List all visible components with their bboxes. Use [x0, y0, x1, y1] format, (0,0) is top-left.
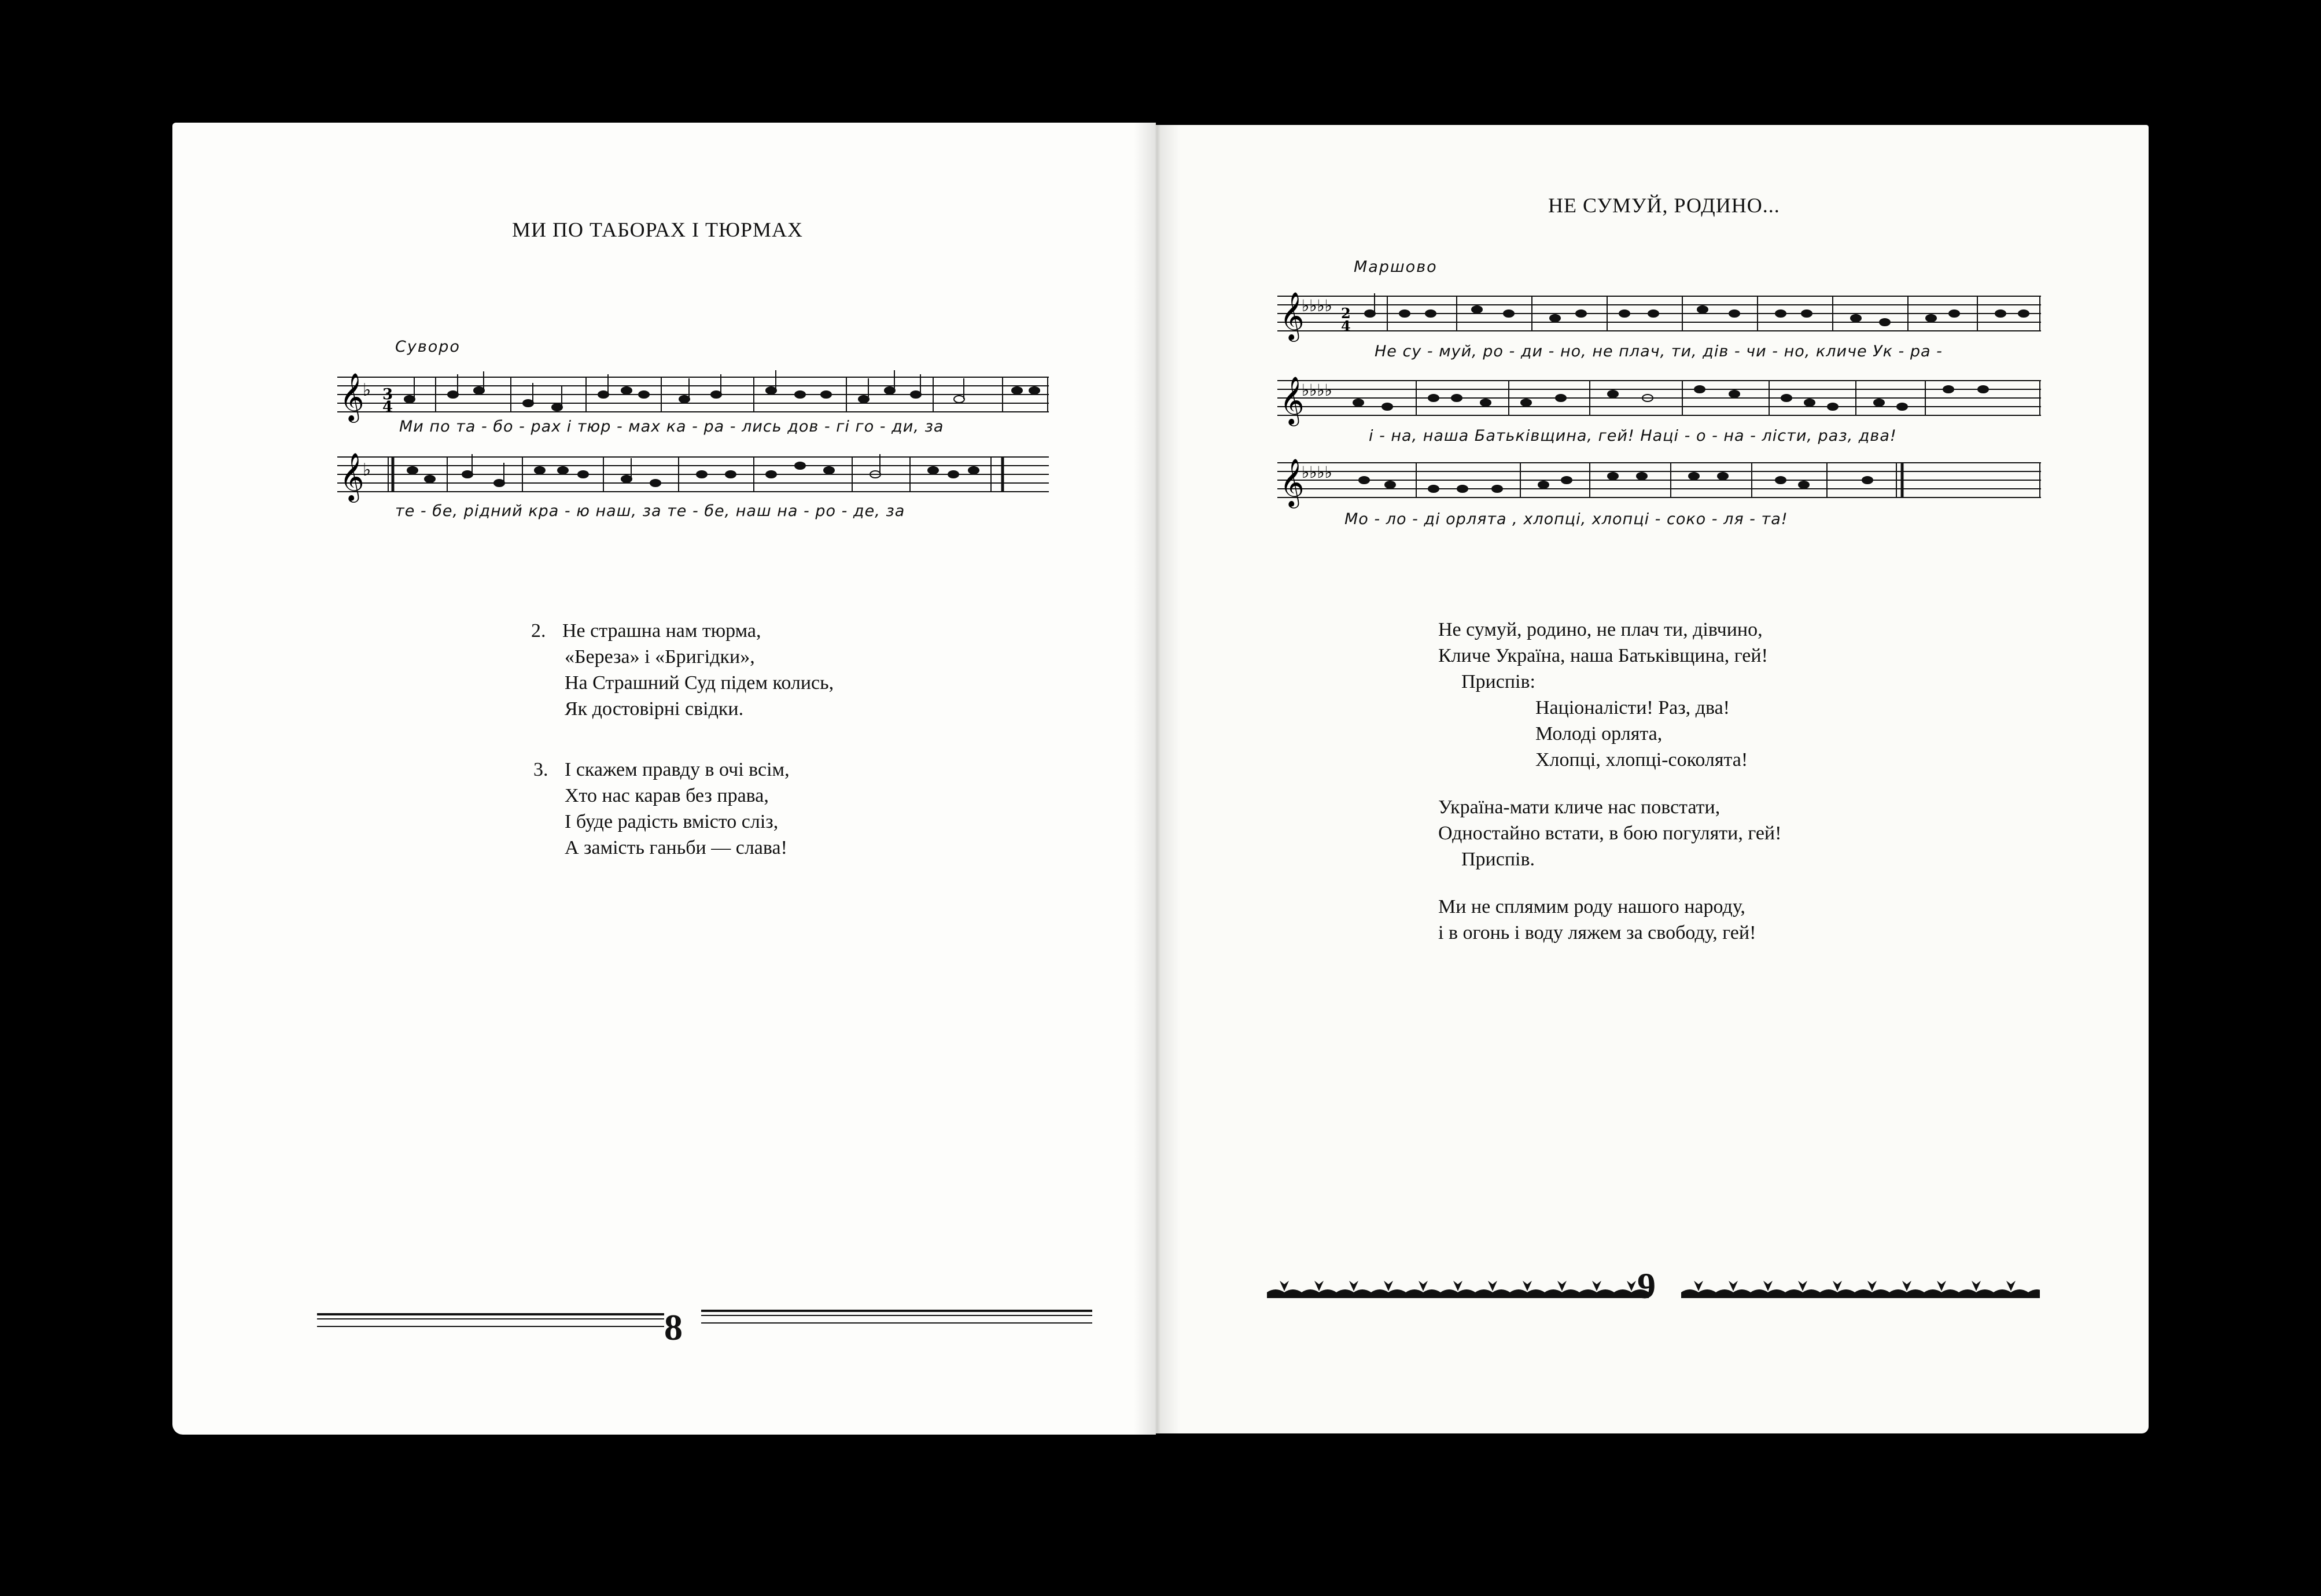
footer-rule-right: [701, 1310, 1092, 1324]
right-lyrics-line-2: і - на, наша Батьківщина, гей! Наці - о - на - лісти, раз, два!: [1369, 427, 1897, 445]
verse-line: Не сумуй, родино, не плач ти, дівчино,: [1438, 619, 1763, 640]
left-lyrics-line-1: Ми по та - бо - рах і тюр - мах ка - ра - лись дов - гі го - ди, за: [399, 418, 944, 436]
svg-text:4: 4: [382, 399, 393, 416]
verse-line: Ми не сплямим роду нашого народу,: [1438, 896, 1745, 917]
verse-line: Хто нас карав без права,: [565, 785, 769, 806]
verse-line: І буде радість вмісто сліз,: [565, 811, 779, 832]
verse-line: Кличе Україна, наша Батьківщина, гей!: [1438, 645, 1768, 666]
left-staff-1: [337, 366, 1049, 423]
left-verse-2: [531, 618, 1052, 734]
right-verses: [1438, 617, 2017, 964]
left-tempo-marking: Суворо: [395, 338, 460, 356]
svg-text:4: 4: [1341, 318, 1351, 334]
svg-text:𝄞: 𝄞: [1280, 291, 1305, 340]
verse-number: 3.: [533, 759, 548, 780]
right-staff-1: [1277, 285, 2041, 342]
chorus-line: Хлопці, хлопці-соколята!: [1535, 749, 1748, 771]
right-lyrics-line-3: Мо - ло - ді орлята , хлопці, хлопці - соко - ля - та!: [1344, 510, 1788, 528]
left-staff-2: [337, 445, 1049, 503]
svg-text:♭♭♭♭: ♭♭♭♭: [1302, 463, 1332, 482]
verse-line: і в огонь і воду ляжем за свободу, гей!: [1438, 922, 1756, 943]
svg-text:𝄞: 𝄞: [1280, 375, 1305, 424]
verse-line: І скажем правду в очі всім,: [565, 759, 790, 780]
page-number-8: 8: [664, 1307, 683, 1348]
left-verse-3: [533, 757, 1054, 872]
tulip-border-left: [1267, 1274, 1649, 1303]
right-staff-2: [1277, 369, 2041, 427]
book-gutter: [1134, 123, 1180, 1435]
right-song-title: НЕ СУМУЙ, РОДИНО...: [1548, 194, 1780, 217]
svg-text:♭♭♭♭: ♭♭♭♭: [1302, 381, 1332, 400]
verse-line: На Страшний Суд підем колись,: [565, 672, 834, 694]
right-staff-3: [1277, 451, 2041, 509]
verse-line: Як достовірні свідки.: [565, 698, 744, 720]
svg-text:♭: ♭: [363, 380, 371, 400]
verse-line: А замість ганьби — слава!: [565, 837, 787, 858]
chorus-label: Приспів:: [1461, 671, 1535, 692]
chorus-line: Націоналісти! Раз, два!: [1535, 697, 1730, 718]
svg-text:3: 3: [382, 386, 393, 403]
verse-line: Одностайно встати, в бою погуляти, гей!: [1438, 823, 1782, 844]
page-number-9: 9: [1637, 1265, 1656, 1306]
verse-line: Не страшна нам тюрма,: [562, 620, 761, 642]
chorus-reference: Приспів.: [1461, 849, 1535, 870]
left-song-title: МИ ПО ТАБОРАХ І ТЮРМАХ: [512, 218, 804, 241]
footer-rule-left: [317, 1313, 664, 1327]
svg-text:♭♭♭♭: ♭♭♭♭: [1302, 296, 1332, 315]
chorus-line: Молоді орлята,: [1535, 723, 1663, 744]
svg-text:𝄞: 𝄞: [340, 372, 364, 421]
right-tempo-marking: Маршово: [1354, 258, 1438, 276]
left-lyrics-line-2: те - бе, рідний кра - ю наш, за те - бе, наш на - ро - де, за: [395, 502, 905, 520]
tulip-border-right: [1681, 1274, 2040, 1303]
verse-line: Україна-мати кличе нас повстати,: [1438, 797, 1721, 818]
svg-text:𝄞: 𝄞: [340, 452, 364, 500]
svg-text:2: 2: [1341, 305, 1351, 322]
verse-line: «Береза» і «Бригідки»,: [565, 646, 755, 668]
svg-text:♭: ♭: [363, 460, 371, 480]
right-lyrics-line-1: Не су - муй, ро - ди - но, не плач, ти, дів - чи - но, кличе Ук - ра -: [1375, 342, 1943, 360]
verse-number: 2.: [531, 620, 546, 642]
svg-text:𝄞: 𝄞: [1280, 458, 1305, 506]
